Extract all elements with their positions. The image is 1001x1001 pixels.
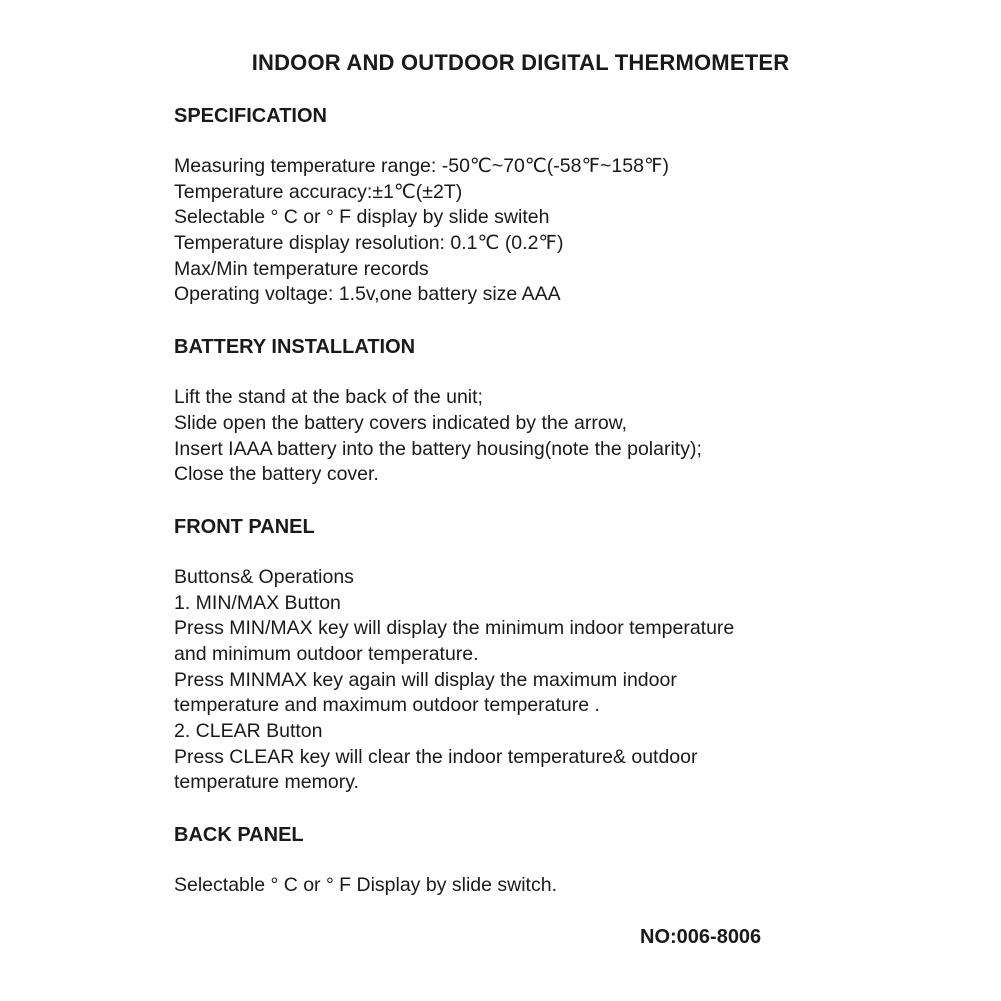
section-back-panel [174, 822, 974, 899]
spec-line: Selectable ° C or ° F display by slide switeh [174, 206, 550, 229]
section-body [174, 565, 974, 796]
section-heading: BACK PANEL [174, 824, 304, 847]
instruction-line: Selectable ° C or ° F Display by slide switch. [174, 874, 557, 897]
instruction-line: temperature memory. [174, 771, 359, 794]
instruction-line: and minimum outdoor temperature. [174, 642, 479, 665]
section-front-panel [174, 514, 974, 796]
instruction-line: Close the battery cover. [174, 463, 379, 486]
section-body [174, 154, 974, 308]
section-heading: BATTERY INSTALLATION [174, 336, 416, 359]
instruction-line: Lift the stand at the back of the unit; [174, 386, 483, 409]
section-heading: SPECIFICATION [174, 105, 327, 127]
document-body [174, 103, 974, 925]
document-title: INDOOR AND OUTDOOR DIGITAL THERMOMETER [251, 50, 790, 75]
spec-line: Operating voltage: 1.5v,one battery size AAA [174, 283, 561, 306]
instruction-line: Press CLEAR key will clear the indoor temperature& outdoor [174, 745, 698, 768]
instruction-line: Press MIN/MAX key will display the minimum indoor temperature [174, 617, 735, 640]
instruction-line: Press MINMAX key again will display the maximum indoor [174, 668, 677, 691]
instruction-line: Buttons& Operations [174, 565, 354, 588]
instruction-line: 1. MIN/MAX Button [174, 591, 341, 614]
instruction-line: Insert IAAA battery into the battery housing(note the polarity); [174, 437, 702, 460]
instruction-line: temperature and maximum outdoor temperature . [174, 694, 600, 717]
section-specification [174, 103, 974, 308]
spec-line: Measuring temperature range: -50℃~70℃(-58℉~158℉) [174, 155, 669, 177]
model-number: NO:006-8006 [640, 926, 762, 948]
spec-line: Max/Min temperature records [174, 257, 429, 280]
spec-line: Temperature accuracy:±1℃(±2T) [174, 180, 463, 203]
section-body [174, 385, 974, 488]
spec-line: Temperature display resolution: 0.1℃ (0.2℉) [174, 232, 564, 255]
instruction-line: 2. CLEAR Button [174, 720, 323, 742]
section-battery-installation [174, 334, 974, 488]
instruction-line: Slide open the battery covers indicated by the arrow, [174, 411, 628, 434]
section-body [174, 873, 974, 899]
section-heading: FRONT PANEL [174, 515, 315, 538]
